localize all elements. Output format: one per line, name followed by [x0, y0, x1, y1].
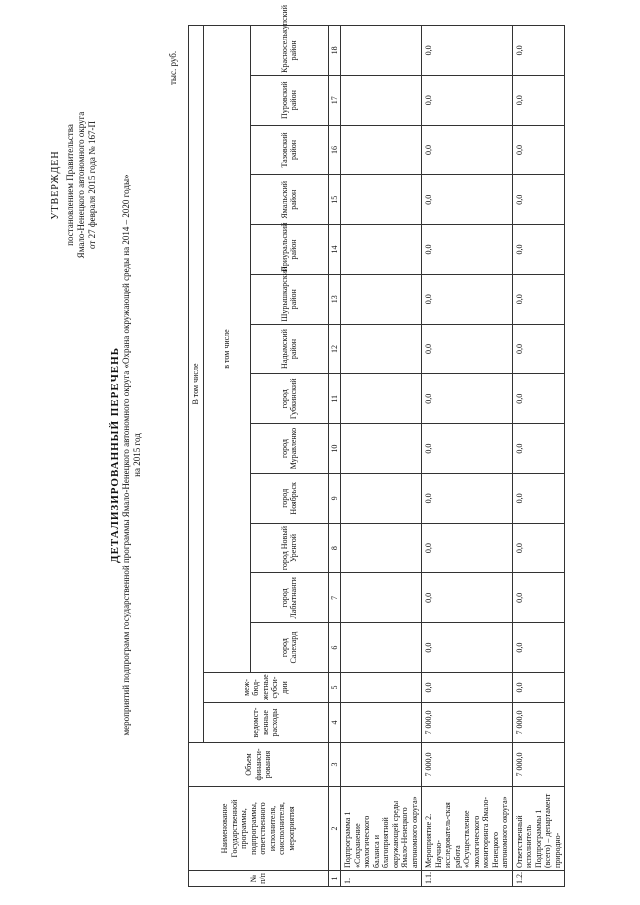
header-municipality: город Новый Уренгой	[250, 523, 328, 573]
row-value	[341, 374, 422, 424]
column-number: 7	[328, 573, 341, 623]
financing-table	[188, 5, 565, 887]
table-row	[341, 26, 422, 887]
column-number-row	[328, 26, 341, 887]
row-number: 1.2.	[512, 871, 565, 887]
table-row	[512, 26, 565, 887]
header-volume: Объем финанси-рования	[189, 743, 329, 787]
row-value	[341, 703, 422, 743]
row-value	[341, 225, 422, 275]
approval-line-3: от 27 февраля 2015 года № 167-П	[87, 121, 97, 249]
header-municipality: Красноселькупский район	[250, 26, 328, 76]
row-value: 0,0	[512, 424, 565, 474]
column-number: 2	[328, 787, 341, 871]
row-value: 0,0	[422, 225, 513, 275]
column-number: 18	[328, 26, 341, 76]
row-value: 0,0	[512, 125, 565, 175]
header-municipality: Ямальский район	[250, 175, 328, 225]
header-municipality: Надымский район	[250, 324, 328, 374]
header-municipality: Тазовский район	[250, 125, 328, 175]
row-value: 0,0	[422, 75, 513, 125]
column-number: 15	[328, 175, 341, 225]
row-value	[341, 274, 422, 324]
header-departmental: ведомст-венные расходы	[203, 703, 328, 743]
row-value: 0,0	[422, 125, 513, 175]
column-number: 10	[328, 424, 341, 474]
row-value: 7 000,0	[422, 743, 513, 787]
row-value	[341, 743, 422, 787]
row-name: Подпрограмма 1 «Сохранение экологического баланса и благоприятной окружающей среды Ямало-Ненецкого автономного округа»	[341, 787, 422, 871]
row-value: 0,0	[512, 523, 565, 573]
approval-heading: УТВЕРЖДЕН	[50, 150, 61, 220]
row-name: Мероприятие 2. Научно-исследователь-ская работа «Осуществление экологического мониторинга Ямало-Ненецкого автономного округа»	[422, 787, 513, 871]
row-value	[341, 573, 422, 623]
row-value: 0,0	[512, 374, 565, 424]
unit-label: тыс. руб.	[168, 50, 178, 85]
row-value: 0,0	[422, 523, 513, 573]
row-value: 0,0	[512, 473, 565, 523]
row-number: 1.1.	[422, 871, 513, 887]
header-municipality: город Муравленко	[250, 424, 328, 474]
row-value: 0,0	[422, 26, 513, 76]
row-value: 0,0	[422, 175, 513, 225]
column-number: 5	[328, 673, 341, 703]
column-number: 13	[328, 274, 341, 324]
row-value: 0,0	[422, 623, 513, 673]
header-including: В том числе	[189, 26, 204, 743]
column-number: 4	[328, 703, 341, 743]
approval-line-2: Ямало-Ненецкого автономного округа	[76, 111, 86, 259]
column-number: 17	[328, 75, 341, 125]
row-value	[341, 175, 422, 225]
row-name: Ответственный исполнитель Подпрограммы 1 (всего) – департамент природно-	[512, 787, 565, 871]
row-value: 7 000,0	[422, 703, 513, 743]
row-value: 0,0	[512, 274, 565, 324]
row-value: 0,0	[422, 673, 513, 703]
row-value	[341, 673, 422, 703]
column-number: 1	[328, 871, 341, 887]
row-value: 0,0	[422, 274, 513, 324]
header-municipality: Пуровский район	[250, 75, 328, 125]
row-value	[341, 523, 422, 573]
row-value: 7 000,0	[512, 743, 565, 787]
header-municipality: Шурышкарский район	[250, 274, 328, 324]
header-subsidies: меж-бюд-жетные субси-дии	[203, 673, 328, 703]
approval-stamp	[50, 55, 98, 315]
header-name: Наименование Государственной программы, подпрограммы, ответственного исполнителя, соисполнителя, мероприятия	[189, 787, 329, 871]
column-number: 9	[328, 473, 341, 523]
title-subtitle: мероприятий подпрограмм государственной программы Ямало-Ненецкого автономного округа «Охрана окружающей среды на 2014 – 2020 годы»	[121, 174, 131, 736]
row-value: 0,0	[422, 324, 513, 374]
column-number: 12	[328, 324, 341, 374]
row-value	[341, 424, 422, 474]
row-value: 0,0	[512, 75, 565, 125]
row-value: 0,0	[512, 324, 565, 374]
row-value	[341, 623, 422, 673]
header-municipality: город Салехард	[250, 623, 328, 673]
row-number: 1.	[341, 871, 422, 887]
header-num: № п/п	[189, 871, 329, 887]
row-value	[341, 125, 422, 175]
header-municipality: город Лабытнанги	[250, 573, 328, 623]
column-number: 6	[328, 623, 341, 673]
header-municipality: город Ноябрьск	[250, 473, 328, 523]
document-title	[110, 75, 143, 835]
title-year: на 2015 год	[132, 433, 142, 477]
row-value	[341, 26, 422, 76]
row-value	[341, 75, 422, 125]
row-value: 0,0	[512, 26, 565, 76]
approval-line-1: постановлением Правительства	[65, 124, 75, 246]
row-value: 0,0	[512, 673, 565, 703]
table-row	[422, 26, 513, 887]
row-value: 0,0	[512, 573, 565, 623]
row-value: 0,0	[422, 424, 513, 474]
column-number: 14	[328, 225, 341, 275]
row-value: 0,0	[422, 374, 513, 424]
row-value: 0,0	[512, 175, 565, 225]
row-value: 0,0	[512, 225, 565, 275]
row-value: 0,0	[512, 623, 565, 673]
row-value: 0,0	[422, 473, 513, 523]
column-number: 8	[328, 523, 341, 573]
header-municipality: город Губкинский	[250, 374, 328, 424]
row-value: 7 000,0	[512, 703, 565, 743]
title-main: ДЕТАЛИЗИРОВАННЫЙ ПЕРЕЧЕНЬ	[109, 347, 121, 563]
header-municipality: Приуральский район	[250, 225, 328, 275]
column-number: 11	[328, 374, 341, 424]
column-number: 16	[328, 125, 341, 175]
column-number: 3	[328, 743, 341, 787]
row-value	[341, 324, 422, 374]
row-value	[341, 473, 422, 523]
row-value: 0,0	[422, 573, 513, 623]
header-in-that-number: в том числе	[203, 26, 250, 673]
